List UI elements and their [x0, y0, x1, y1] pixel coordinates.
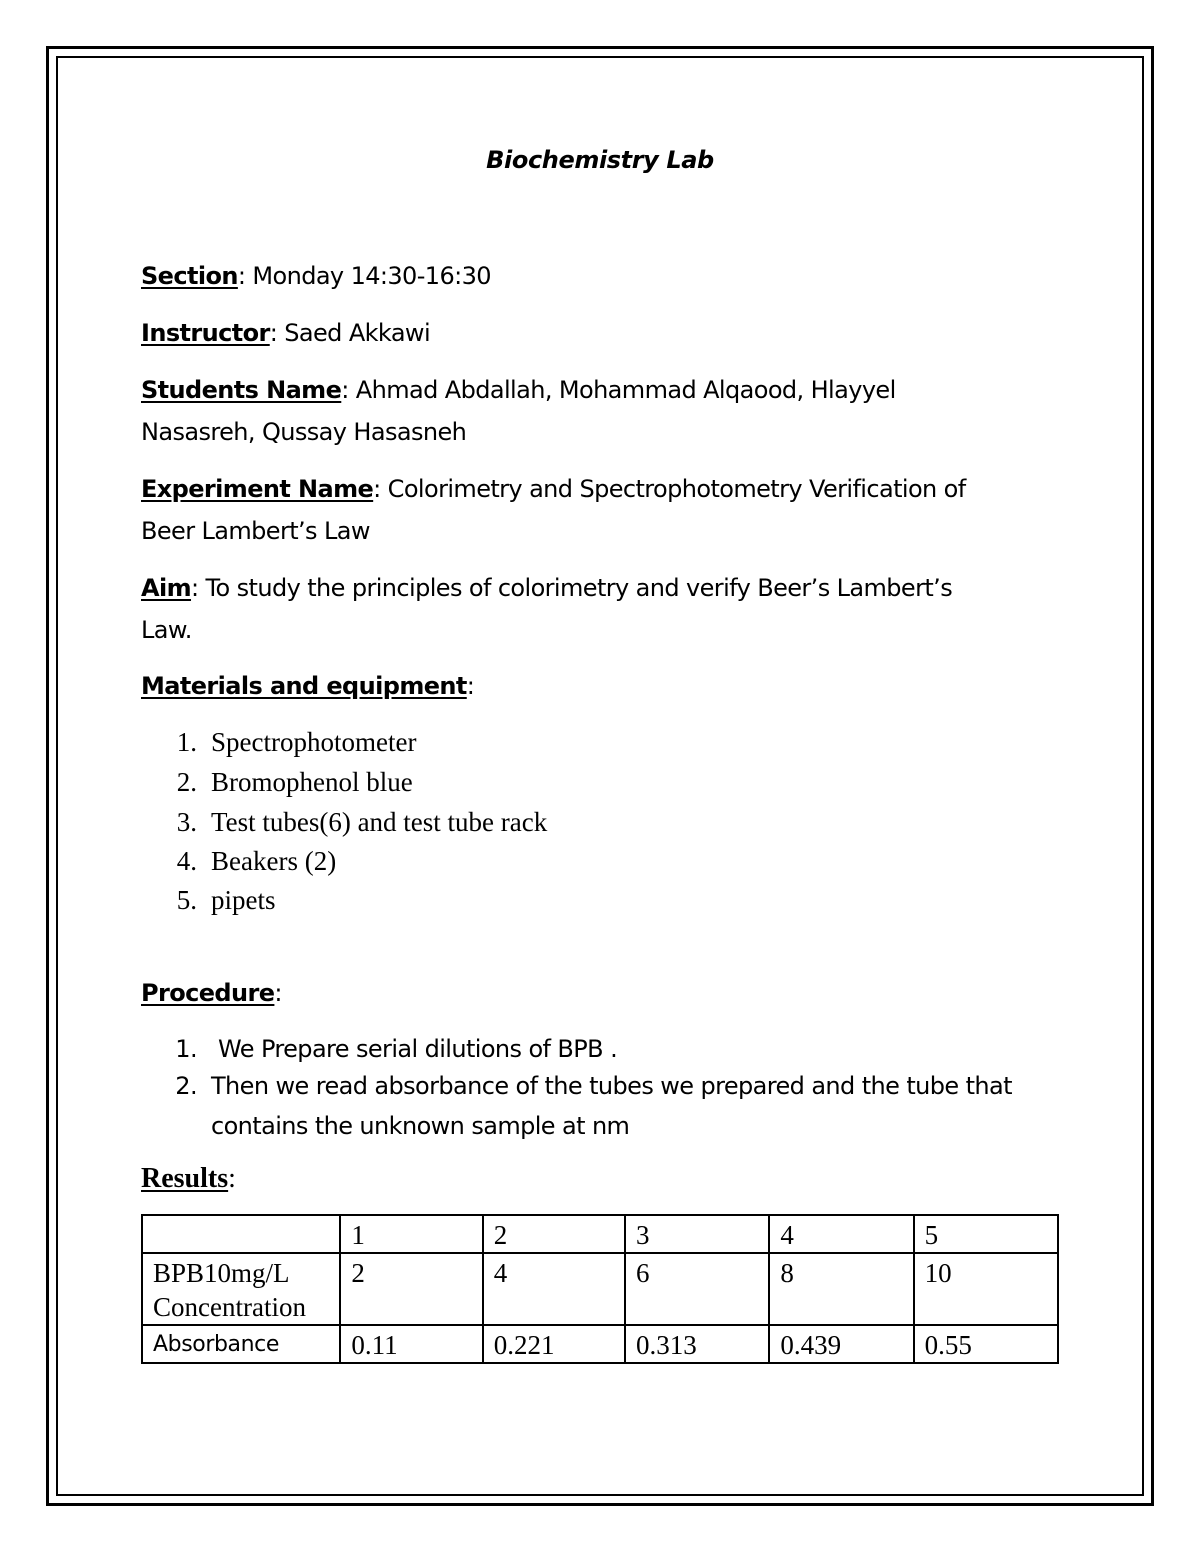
table-row [142, 1325, 1058, 1363]
list-item-number: 2. [176, 767, 197, 797]
list-item-text: We Prepare serial dilutions of BPB . [211, 1035, 618, 1063]
list-item-text: Test tubes(6) and test tube rack [211, 807, 548, 837]
instructor-value: : Saed Akkawi [269, 319, 431, 347]
table-cell: 5 [914, 1215, 1058, 1253]
list-item-continuation: contains the unknown sample at nm [211, 1112, 630, 1140]
list-item-number: 5. [176, 885, 197, 915]
instructor-label: Instructor [141, 319, 270, 347]
table-cell: 8 [769, 1253, 913, 1325]
list-item-text: Beakers (2) [211, 846, 337, 876]
experiment-line-2: Beer Lambert’s Law [141, 517, 370, 545]
table-cell: 4 [483, 1253, 625, 1325]
section-value: : Monday 14:30-16:30 [237, 262, 491, 290]
students-line-2: Nasasreh, Qussay Hasasneh [141, 418, 467, 446]
aim-value: : To study the principles of colorimetry and verify Beer’s Lambert’s [191, 574, 953, 602]
list-item-text: pipets [211, 885, 276, 915]
experiment-line [141, 474, 966, 504]
table-cell: 1 [340, 1215, 482, 1253]
list-item [161, 884, 276, 916]
procedure-label: Procedure [141, 979, 275, 1007]
list-item [161, 845, 336, 877]
document-title: Biochemistry Lab [486, 146, 714, 174]
table-row [142, 1253, 1058, 1325]
list-item-number: 1. [176, 727, 197, 757]
list-item-number: 2. [175, 1072, 197, 1100]
list-item [161, 806, 547, 838]
materials-heading [141, 671, 474, 701]
section-label: Section [141, 262, 238, 290]
table-cell: 3 [625, 1215, 769, 1253]
list-item-number: 4. [176, 846, 197, 876]
table-row [142, 1215, 1058, 1253]
table-cell: 0.55 [914, 1325, 1058, 1363]
table-cell: 2 [340, 1253, 482, 1325]
list-item [161, 1071, 1012, 1101]
table-row-header-line: Concentration [153, 1292, 306, 1322]
students-value: : Ahmad Abdallah, Mohammad Alqaood, Hlayyel [341, 376, 896, 404]
results-colon: : [228, 1163, 236, 1194]
table-cell: 10 [914, 1253, 1058, 1325]
procedure-colon: : [274, 979, 282, 1007]
list-item [161, 766, 413, 798]
table-cell: 0.221 [483, 1325, 625, 1363]
students-line [141, 375, 896, 405]
list-item-text: Spectrophotometer [211, 727, 417, 757]
table-row-header: Absorbance [142, 1325, 340, 1363]
list-item [161, 1034, 617, 1064]
list-item-number: 3. [176, 807, 197, 837]
table-cell: 2 [483, 1215, 625, 1253]
results-heading [141, 1163, 236, 1195]
aim-line [141, 573, 952, 603]
materials-label: Materials and equipment [141, 672, 467, 700]
table-row-header-line: BPB10mg/L [153, 1258, 290, 1288]
list-item-number: 1. [175, 1035, 197, 1063]
list-item [161, 726, 416, 758]
list-item-text: Bromophenol blue [211, 767, 413, 797]
table-cell: 0.439 [769, 1325, 913, 1363]
experiment-label: Experiment Name [141, 475, 374, 503]
results-table [141, 1214, 1059, 1364]
section-line [141, 261, 491, 291]
table-cell [142, 1215, 340, 1253]
aim-line-2: Law. [141, 616, 192, 644]
procedure-heading [141, 978, 282, 1008]
instructor-line [141, 318, 430, 348]
results-label: Results [141, 1163, 229, 1194]
aim-label: Aim [141, 574, 192, 602]
list-item-text: Then we read absorbance of the tubes we prepared and the tube that [211, 1072, 1012, 1100]
students-label: Students Name [141, 376, 342, 404]
table-cell: 0.313 [625, 1325, 769, 1363]
table-cell: 0.11 [340, 1325, 482, 1363]
table-row-header [142, 1253, 340, 1325]
table-cell: 4 [769, 1215, 913, 1253]
experiment-value: : Colorimetry and Spectrophotometry Verification of [373, 475, 966, 503]
materials-colon: : [466, 672, 475, 700]
table-cell: 6 [625, 1253, 769, 1325]
